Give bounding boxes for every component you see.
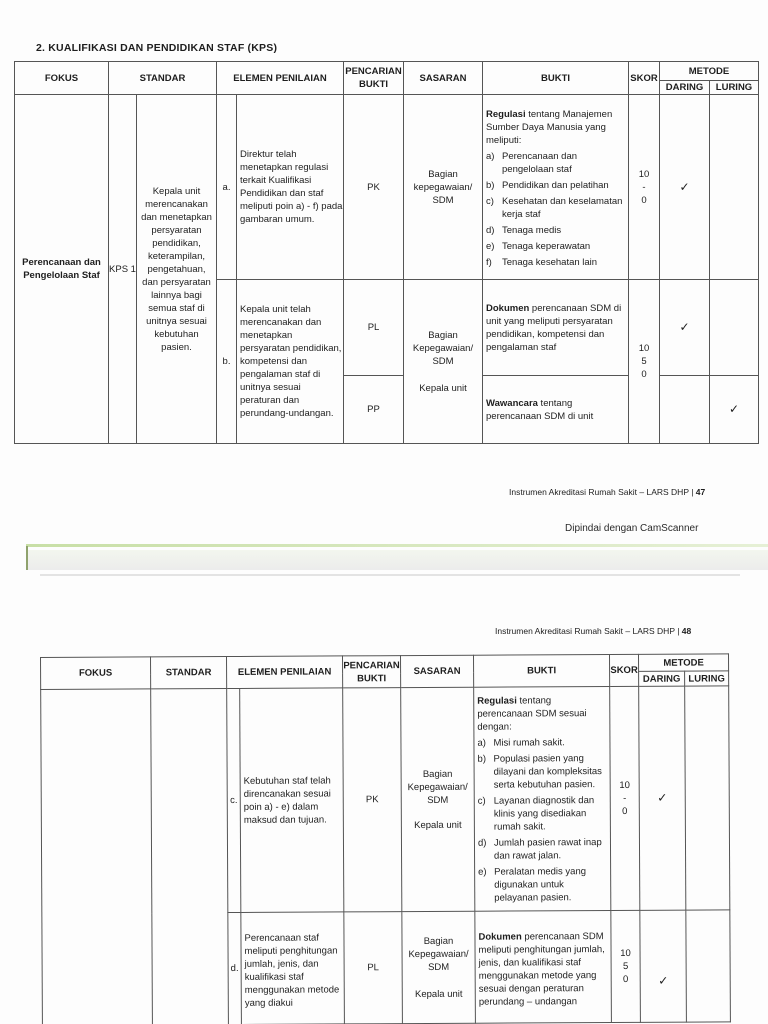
row-b-skor: 10 5 0 bbox=[629, 280, 660, 444]
page-footer-47: Instrumen Akreditasi Rumah Sakit – LARS DHP | 47 bbox=[509, 487, 706, 497]
row-b-bukti-wawancara: Wawancara tentang perencanaan SDM di unit bbox=[483, 376, 629, 444]
header-sasaran: SASARAN bbox=[404, 62, 483, 95]
page-header-48: Instrumen Akreditasi Rumah Sakit – LARS DHP | 48 bbox=[495, 626, 692, 636]
row-a-luring bbox=[710, 95, 759, 280]
row-d-skor: 10 5 0 bbox=[611, 910, 641, 1022]
standar-cell-empty bbox=[151, 689, 229, 1024]
row-a-bukti bbox=[483, 95, 629, 280]
header-metode: METODE bbox=[638, 654, 728, 671]
header-elemen-penilaian: ELEMEN PENILAIAN bbox=[217, 62, 344, 95]
row-b-elemen: Kepala unit telah merencanakan dan menetapkan persyaratan pendidikan, kompetensi dan pengalaman staf di unitnya sesuai peraturan dan perundang-undangan. bbox=[237, 280, 344, 444]
list-item: f) Tenaga kesehatan lain bbox=[486, 256, 598, 268]
header-standar: STANDAR bbox=[109, 62, 217, 95]
row-a-daring-check: ✓ bbox=[660, 95, 710, 280]
row-a-letter: a. bbox=[217, 95, 237, 280]
row-c-letter: c. bbox=[227, 688, 241, 912]
row-b-daring-check: ✓ bbox=[660, 280, 710, 376]
row-c-skor: 10 - 0 bbox=[610, 686, 640, 910]
header-luring: LURING bbox=[685, 671, 729, 686]
header-fokus: FOKUS bbox=[15, 62, 109, 95]
page-number: 48 bbox=[681, 626, 692, 636]
header-daring: DARING bbox=[660, 81, 710, 95]
fokus-cell: Perencanaan dan Pengelolaan Staf bbox=[15, 95, 109, 444]
list-item: e) Peralatan medis yang digunakan untuk pelayanan pasien. bbox=[478, 866, 587, 904]
row-c-bukti-list bbox=[477, 736, 610, 905]
standar-text: Kepala unit merencanakan dan menetapkan persyaratan pendidikan, keterampilan, pengetahuan, dan persyaratan lainnya bagi semua staf di unitnya sesuai kebutuhan pasien. bbox=[137, 95, 217, 444]
list-item: a) Misi rumah sakit. bbox=[477, 737, 565, 749]
header-daring: DARING bbox=[639, 671, 685, 686]
row-d-elemen: Perencanaan staf meliputi penghitungan jumlah, jenis, dan kualifikasi staf menggunakan metode yang diakui bbox=[241, 912, 345, 1024]
row-c-elemen: Kebutuhan staf telah direncanakan sesuai poin a) - e) dalam maksud dan tujuan. bbox=[240, 688, 344, 913]
row-a-bukti-intro: tentang Manajemen Sumber Daya Manusia yang meliputi: bbox=[486, 108, 613, 146]
row-d-daring-check: ✓ bbox=[640, 910, 687, 1022]
row-c-luring bbox=[685, 686, 730, 910]
row-b-pp-luring-check: ✓ bbox=[710, 376, 759, 444]
page-break-strip bbox=[0, 540, 768, 590]
row-a-pencarian: PK bbox=[344, 95, 404, 280]
list-item: b) Populasi pasien yang dilayani dan kompleksitas serta kebutuhan pasien. bbox=[477, 753, 602, 791]
row-b-sasaran: Bagian Kepegawaian/ SDM Kepala unit bbox=[404, 280, 483, 444]
header-bukti: BUKTI bbox=[483, 62, 629, 95]
row-a-skor: 10 - 0 bbox=[629, 95, 660, 280]
row-d-pencarian: PL bbox=[344, 912, 403, 1024]
row-a-bukti-lead: Regulasi bbox=[486, 108, 526, 120]
row-d-sasaran: Bagian Kepegawaian/ SDM Kepala unit bbox=[402, 911, 476, 1023]
row-d-letter: d. bbox=[228, 912, 242, 1024]
page-number: 47 bbox=[695, 487, 706, 497]
header-pencarian-bukti: PENCARIAN BUKTI bbox=[342, 656, 400, 688]
list-item: e) Tenaga keperawatan bbox=[486, 240, 591, 252]
header-pencarian-bukti: PENCARIAN BUKTI bbox=[344, 62, 404, 95]
section-title: 2. KUALIFIKASI DAN PENDIDIKAN STAF (KPS) bbox=[36, 42, 278, 54]
row-c-pencarian: PK bbox=[343, 688, 402, 912]
list-item: c) Kesehatan dan keselamatan kerja staf bbox=[486, 195, 623, 220]
list-item: c) Layanan diagnostik dan klinis yang disediakan rumah sakit. bbox=[477, 795, 595, 833]
row-c-sasaran: Bagian Kepegawaian/ SDM Kepala unit bbox=[401, 687, 475, 911]
fokus-cell-empty bbox=[41, 689, 153, 1024]
scan-watermark-note: Dipindai dengan CamScanner bbox=[565, 523, 699, 534]
header-bukti: BUKTI bbox=[473, 655, 609, 688]
row-c-daring-check: ✓ bbox=[639, 686, 686, 910]
row-c-bukti: Regulasi tentang perencanaan SDM sesuai dengan: a) Misi rumah sakit. b) Populasi pasien yang dilayani dan kompleksitas serta kebutuhan pasien. c) Layanan diagnostik dan klinis yang disediakan rumah sakit. d) Jumlah pasien rawat inap dan rawat jalan. e) Peralatan medis yang digunakan untuk pelayanan pasien. bbox=[474, 687, 611, 912]
row-b-bukti-dokumen: Dokumen perencanaan SDM di unit yang meliputi persyaratan pendidikan, kompetensi dan pengalaman staf bbox=[483, 280, 629, 376]
row-d-bukti: Dokumen perencanaan SDM meliputi penghitungan jumlah, jenis, dan kualifikasi staf menggunakan metode yang sesuai dengan peraturan perundang – undangan bbox=[475, 911, 612, 1024]
header-fokus: FOKUS bbox=[41, 657, 151, 690]
header-skor: SKOR bbox=[609, 654, 638, 686]
row-d-luring bbox=[686, 910, 731, 1022]
row-b-pencarian-pp: PP bbox=[344, 376, 404, 444]
header-skor: SKOR bbox=[629, 62, 660, 95]
list-item: a) Perencanaan dan pengelolaan staf bbox=[486, 150, 578, 175]
kps-table-page-48 bbox=[40, 653, 731, 1024]
list-item: b) Pendidikan dan pelatihan bbox=[486, 179, 609, 191]
header-luring: LURING bbox=[710, 81, 759, 95]
kps-table-page-47 bbox=[14, 61, 759, 444]
row-b-letter: b. bbox=[217, 280, 237, 444]
header-elemen-penilaian: ELEMEN PENILAIAN bbox=[227, 656, 343, 689]
header-metode: METODE bbox=[660, 62, 759, 81]
list-item: d) Jumlah pasien rawat inap dan rawat jalan. bbox=[477, 837, 602, 862]
row-a-bukti-list bbox=[486, 150, 628, 269]
header-standar: STANDAR bbox=[151, 657, 227, 689]
row-b-pp-daring bbox=[660, 376, 710, 444]
header-sasaran: SASARAN bbox=[400, 655, 473, 687]
list-item: d) Tenaga medis bbox=[486, 224, 562, 236]
row-b-pencarian-pl: PL bbox=[344, 280, 404, 376]
standar-code: KPS 1 bbox=[109, 95, 137, 444]
row-a-sasaran: Bagian kepegawaian/ SDM bbox=[404, 95, 483, 280]
row-b-luring bbox=[710, 280, 759, 376]
row-a-elemen: Direktur telah menetapkan regulasi terkait Kualifikasi Pendidikan dan staf meliputi poin a) - f) pada gambaran umum. bbox=[237, 95, 344, 280]
